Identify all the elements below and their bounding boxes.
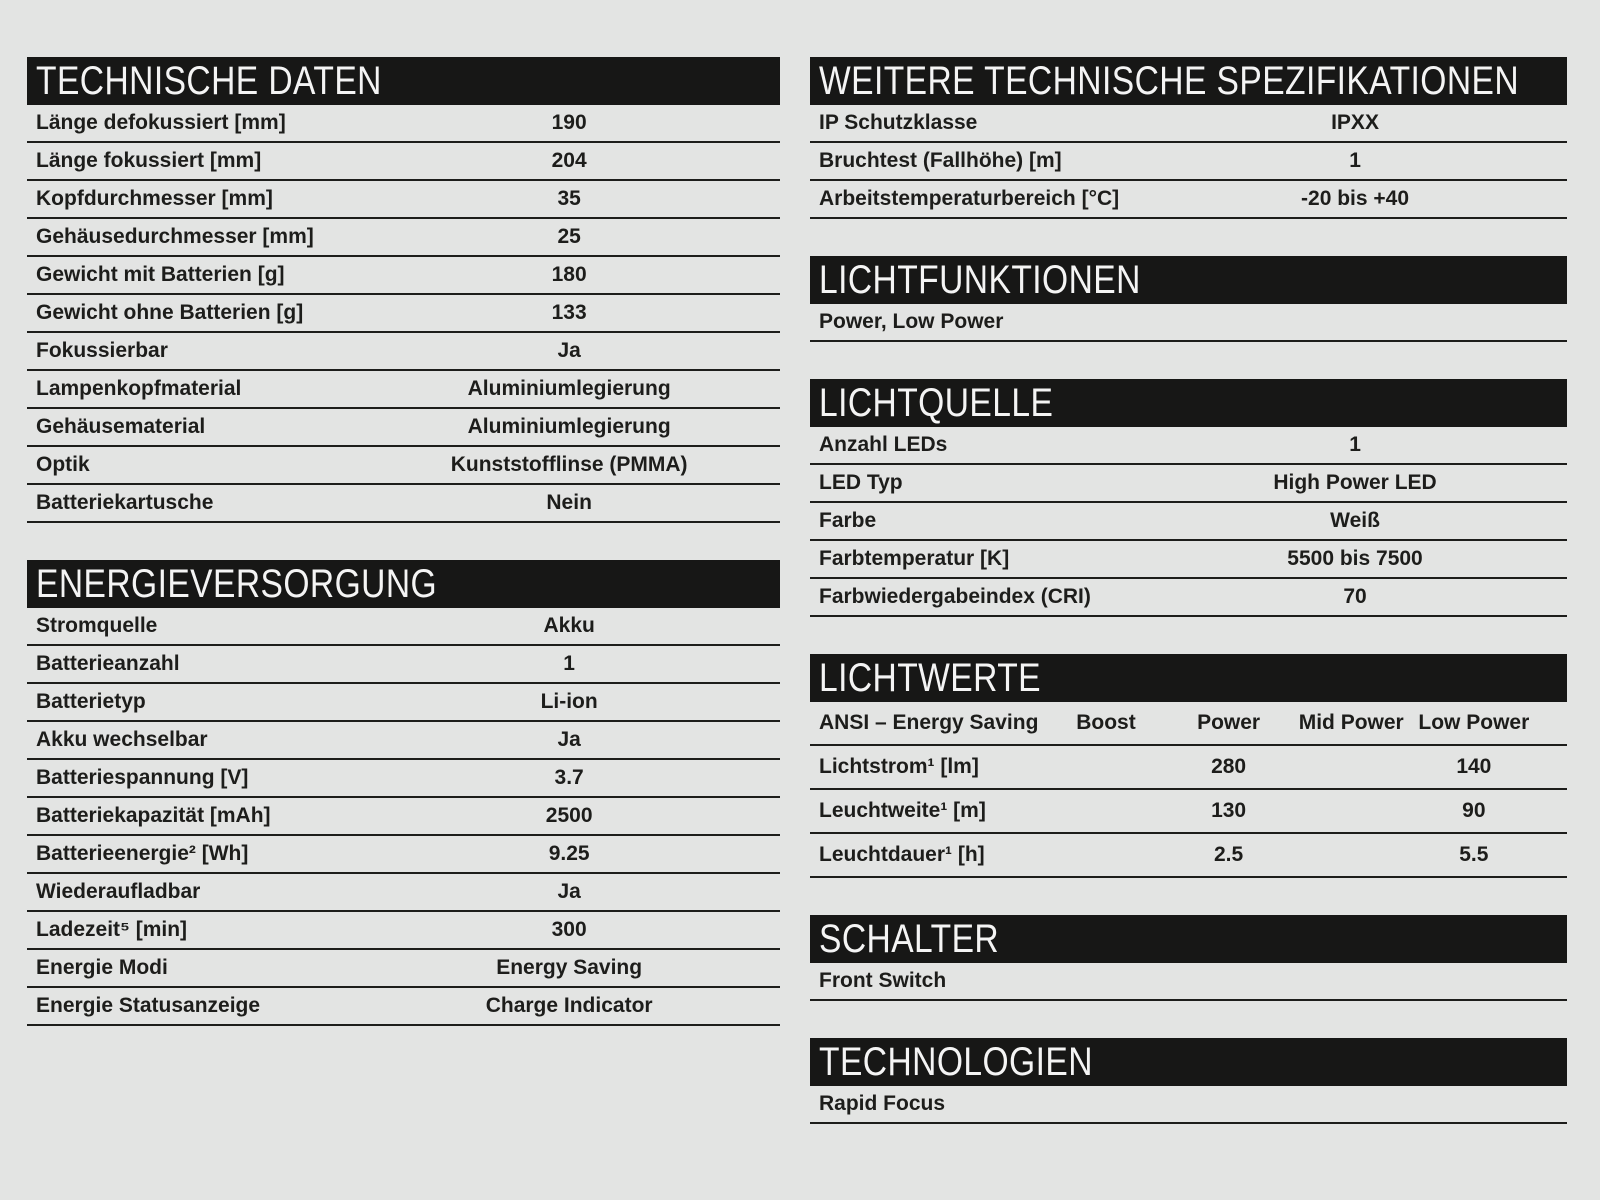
section-lichtwerte: [810, 654, 1567, 878]
row-value: 3.7: [554, 766, 584, 789]
row-value: 9.25: [548, 842, 590, 865]
row-label: Länge fokussiert [mm]: [36, 149, 262, 172]
row-value: 1: [1349, 149, 1361, 172]
row-label: Batterieenergie² [Wh]: [36, 842, 249, 865]
section-title: LICHTQUELLE: [819, 381, 1054, 425]
table-row: [27, 371, 780, 409]
row-label: Batteriekartusche: [36, 491, 214, 514]
row-value: Ja: [557, 880, 581, 903]
row-label: Gewicht ohne Batterien [g]: [36, 301, 304, 324]
row-label: Anzahl LEDs: [819, 433, 948, 456]
row-label: Lampenkopfmaterial: [36, 377, 242, 400]
table-row: [810, 105, 1567, 143]
column-header: Mid Power: [1298, 711, 1404, 734]
row-value: Nein: [546, 491, 592, 514]
section-header-bar: [810, 379, 1567, 427]
row-value: 1: [1349, 433, 1361, 456]
row-value: 5500 bis 7500: [1287, 547, 1423, 570]
row-value: 180: [551, 263, 587, 286]
row-value: 300: [551, 918, 587, 941]
section-title: ENERGIEVERSORGUNG: [36, 562, 438, 606]
section-header-bar: [810, 256, 1567, 304]
section-title: SCHALTER: [819, 917, 1000, 961]
table-row: [27, 143, 780, 181]
table-row: [27, 181, 780, 219]
table-row: [27, 646, 780, 684]
row-value: 204: [551, 149, 587, 172]
section-header-bar: [810, 915, 1567, 963]
row-value: 25: [557, 225, 581, 248]
table-row: [810, 541, 1567, 579]
table-row: [27, 988, 780, 1026]
table-row: [27, 760, 780, 798]
section-lichtfunktionen: [810, 256, 1567, 342]
row-value: 1: [563, 652, 575, 675]
table-cell: 5.5: [1459, 843, 1489, 866]
table-row: [27, 447, 780, 485]
section-header-bar: [810, 654, 1567, 702]
section-title: WEITERE TECHNISCHE SPEZIFIKATIONEN: [819, 59, 1520, 103]
row-label: LED Typ: [819, 471, 903, 494]
table-row: [810, 181, 1567, 219]
row-label: Farbtemperatur [K]: [819, 547, 1010, 570]
section-weitere-technische-spezifikationen: [810, 57, 1567, 219]
table-row: [27, 912, 780, 950]
table-row: [810, 304, 1567, 342]
table-cell: 90: [1462, 799, 1486, 822]
row-label: IP Schutzklasse: [819, 111, 978, 134]
table-row: [810, 834, 1567, 878]
section-energieversorgung: [27, 560, 780, 1026]
section-title: TECHNOLOGIEN: [819, 1040, 1093, 1084]
row-label: Bruchtest (Fallhöhe) [m]: [819, 149, 1062, 172]
row-label: Gewicht mit Batterien [g]: [36, 263, 285, 286]
row-value: High Power LED: [1273, 471, 1437, 494]
table-row: [810, 963, 1567, 1001]
row-label: Wiederaufladbar: [36, 880, 201, 903]
row-value: 2500: [545, 804, 593, 827]
row-label: Lichtstrom¹ [lm]: [819, 755, 979, 778]
row-value: Aluminiumlegierung: [467, 415, 671, 438]
table-row: [27, 684, 780, 722]
table-cell: 2.5: [1213, 843, 1244, 866]
row-label: Batteriekapazität [mAh]: [36, 804, 271, 827]
row-label: Arbeitstemperaturbereich [°C]: [819, 187, 1120, 210]
table-row: [27, 608, 780, 646]
table-cell: 130: [1211, 799, 1247, 822]
table-row: [810, 465, 1567, 503]
table-row: [810, 143, 1567, 181]
column-header: Boost: [1076, 711, 1136, 734]
row-label: Farbe: [819, 509, 877, 532]
section-title: TECHNISCHE DATEN: [36, 59, 382, 103]
table-row: [27, 333, 780, 371]
row-value: Charge Indicator: [485, 994, 653, 1017]
row-value: -20 bis +40: [1301, 187, 1410, 210]
column-header: Power: [1197, 711, 1261, 734]
row-value: Akku: [543, 614, 595, 637]
table-row: [27, 722, 780, 760]
table-cell: 280: [1211, 755, 1247, 778]
row-label: Batterietyp: [36, 690, 146, 713]
table-row: [27, 295, 780, 333]
left-column: [27, 57, 780, 1063]
table-row: [810, 427, 1567, 465]
table-row: [27, 257, 780, 295]
table-row: [27, 485, 780, 523]
table-row: [810, 503, 1567, 541]
table-cell: 140: [1456, 755, 1492, 778]
row-value: Energy Saving: [496, 956, 643, 979]
row-label: Länge defokussiert [mm]: [36, 111, 286, 134]
row-label: Gehäusematerial: [36, 415, 206, 438]
row-value: 190: [551, 111, 587, 134]
row-label: Farbwiedergabeindex (CRI): [819, 585, 1091, 608]
right-column: [810, 57, 1567, 1161]
table-row: [810, 746, 1567, 790]
row-value: 35: [557, 187, 581, 210]
table-row: [27, 874, 780, 912]
section-schalter: [810, 915, 1567, 1001]
row-label: Front Switch: [819, 969, 947, 992]
row-label: Kopfdurchmesser [mm]: [36, 187, 273, 210]
row-value: IPXX: [1331, 111, 1379, 134]
row-label: Batterieanzahl: [36, 652, 180, 675]
row-value: 70: [1343, 585, 1367, 608]
row-label: Leuchtdauer¹ [h]: [819, 843, 985, 866]
row-value: Ja: [557, 339, 581, 362]
row-value: Weiß: [1330, 509, 1380, 532]
section-header-bar: [810, 1038, 1567, 1086]
row-label: Fokussierbar: [36, 339, 168, 362]
table-row: [27, 105, 780, 143]
table-row: [27, 950, 780, 988]
row-label: Akku wechselbar: [36, 728, 208, 751]
row-value: Aluminiumlegierung: [467, 377, 671, 400]
row-value: 133: [551, 301, 587, 324]
row-value: Li-ion: [540, 690, 598, 713]
section-lichtquelle: [810, 379, 1567, 617]
row-label: Ladezeit⁵ [min]: [36, 918, 188, 941]
section-header-bar: [27, 57, 780, 105]
section-title: LICHTWERTE: [819, 656, 1041, 700]
row-label: Rapid Focus: [819, 1092, 946, 1115]
row-label: Leuchtweite¹ [m]: [819, 799, 986, 822]
section-header-bar: [27, 560, 780, 608]
column-header: Low Power: [1418, 711, 1530, 734]
row-label: Stromquelle: [36, 614, 158, 637]
section-technologien: [810, 1038, 1567, 1124]
row-label: Optik: [36, 453, 90, 476]
row-header-column: ANSI – Energy Saving: [819, 711, 1039, 734]
table-row: [27, 409, 780, 447]
row-value: Kunststofflinse (PMMA): [450, 453, 688, 476]
table-row: [810, 579, 1567, 617]
table-row: [810, 1086, 1567, 1124]
row-label: Gehäusedurchmesser [mm]: [36, 225, 314, 248]
section-title: LICHTFUNKTIONEN: [819, 258, 1141, 302]
table-row: [810, 790, 1567, 834]
table-row: [27, 798, 780, 836]
row-label: Batteriespannung [V]: [36, 766, 249, 789]
table-row: [27, 836, 780, 874]
row-value: Ja: [557, 728, 581, 751]
row-label: Energie Statusanzeige: [36, 994, 261, 1017]
section-header-bar: [810, 57, 1567, 105]
row-label: Energie Modi: [36, 956, 168, 979]
table-row: [27, 219, 780, 257]
section-technische-daten: [27, 57, 780, 523]
row-label: Power, Low Power: [819, 310, 1004, 333]
table-header-row: [810, 702, 1567, 746]
